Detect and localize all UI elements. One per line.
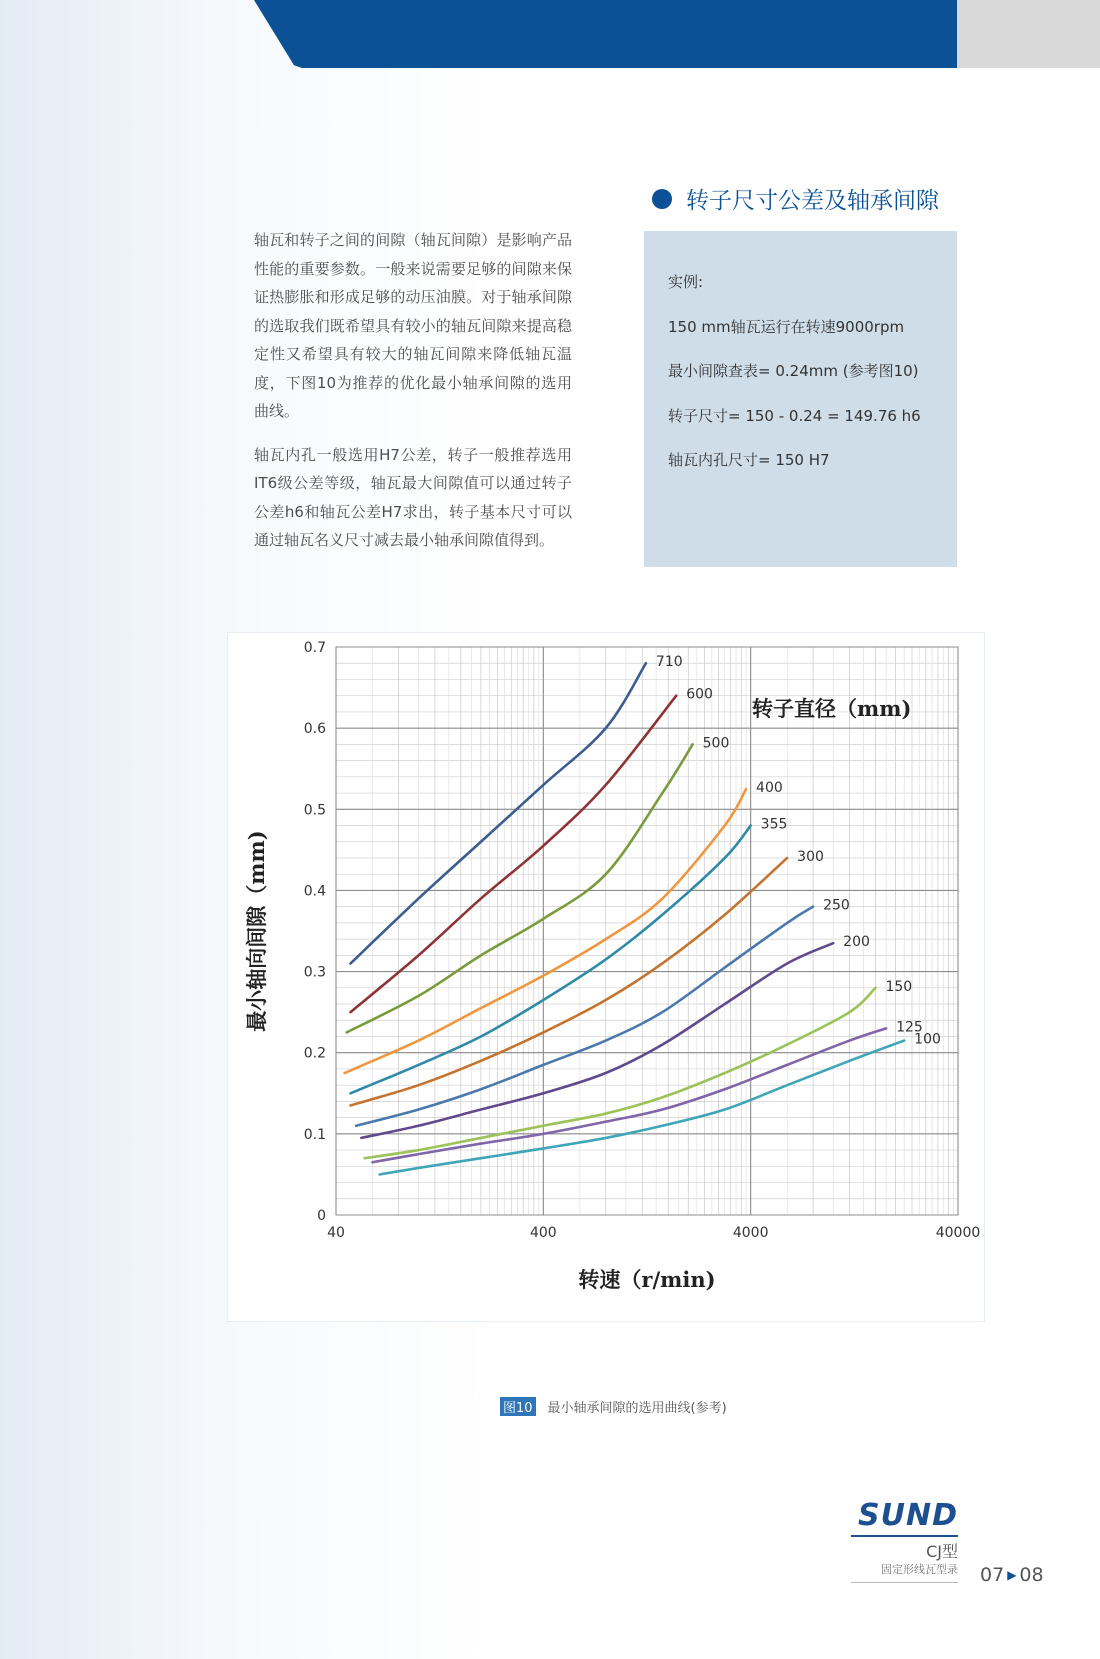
y-tick-label: 0.1 [303,1126,326,1143]
figure-caption-text: 最小轴承间隙的选用曲线(参考) [547,1401,727,1416]
y-tick-label: 0 [317,1208,326,1224]
series-label-400: 400 [756,780,783,796]
y-tick-label: 0.5 [303,802,326,819]
chart-frame [227,632,985,1322]
series-label-600: 600 [686,686,713,703]
x-tick-label: 40 [327,1225,345,1241]
series-label-250: 250 [823,897,850,914]
example-line-4: 轴瓦内孔尺寸= 150 H7 [668,451,830,469]
intro-paragraph-2: 轴瓦内孔一般选用H7公差，转子一般推荐选用IT6级公差等级，轴瓦最大间隙值可以通过转子公差h6和轴瓦公差H7求出，转子基本尺寸可以通过轴瓦名义尺寸减去最小轴承间隙值得到。 [254,445,572,549]
page-right: 08 [1019,1564,1044,1586]
brand-logo: SUND [858,1498,958,1533]
catalog-subtitle: 固定形线瓦型录 [881,1563,958,1576]
header-band [254,0,957,68]
y-tick-label: 0.2 [303,1045,326,1062]
series-label-355: 355 [760,816,788,833]
section-title [652,182,939,215]
example-box [644,231,957,567]
x-tick-label: 4000 [732,1225,769,1241]
figure-caption [500,1397,727,1416]
example-line-3: 转子尺寸= 150 - 0.24 = 149.76 h6 [668,406,921,425]
x-tick-label: 40000 [935,1225,981,1241]
legend-title: 转子直径（mm) [752,696,912,721]
series-label-200: 200 [843,934,870,951]
intro-text [254,226,572,570]
header-gray-block [957,0,1100,68]
y-tick-label: 0.3 [303,964,326,981]
model-label: CJ型 [926,1542,958,1561]
series-label-300: 300 [797,848,824,865]
footer-rule [851,1582,958,1583]
series-label-125: 125 [896,1019,923,1036]
example-line-2: 最小间隙查表= 0.24mm (参考图10) [668,362,919,380]
x-tick-label: 400 [529,1225,557,1241]
y-axis-label: 最小轴向间隙（mm) [244,830,269,1032]
page-arrow-icon: ▶ [1007,1568,1017,1582]
figure-tag: 图10 [500,1397,536,1416]
y-tick-label: 0.4 [303,883,326,900]
series-label-150: 150 [885,978,913,995]
bullet-icon [652,189,672,209]
y-tick-label: 0.7 [303,640,326,656]
clearance-chart [228,633,984,1321]
page-left: 07 [980,1564,1005,1586]
example-line-1: 150 mm轴瓦运行在转速9000rpm [668,317,905,336]
y-tick-label: 0.6 [303,721,326,738]
intro-paragraph-1: 轴瓦和转子之间的间隙（轴瓦间隙）是影响产品性能的重要参数。一般来说需要足够的间隙来保证热膨胀和形成足够的动压油膜。对于轴承间隙的选取我们既希望具有较小的轴瓦间隙来提高稳定性又希望具有较大的轴瓦间隙来降低轴瓦温度，下图10为推荐的优化最小轴承间隙的选用曲线。 [254,231,572,420]
x-axis-label: 转速（r/min) [578,1267,716,1292]
page-numbers [980,1564,1044,1586]
example-heading: 实例: [668,273,704,291]
series-label-710: 710 [655,654,683,671]
logo-underline [851,1535,958,1537]
series-label-500: 500 [702,735,730,752]
section-title-text: 转子尺寸公差及轴承间隙 [686,188,939,214]
series-label-100: 100 [914,1031,941,1048]
